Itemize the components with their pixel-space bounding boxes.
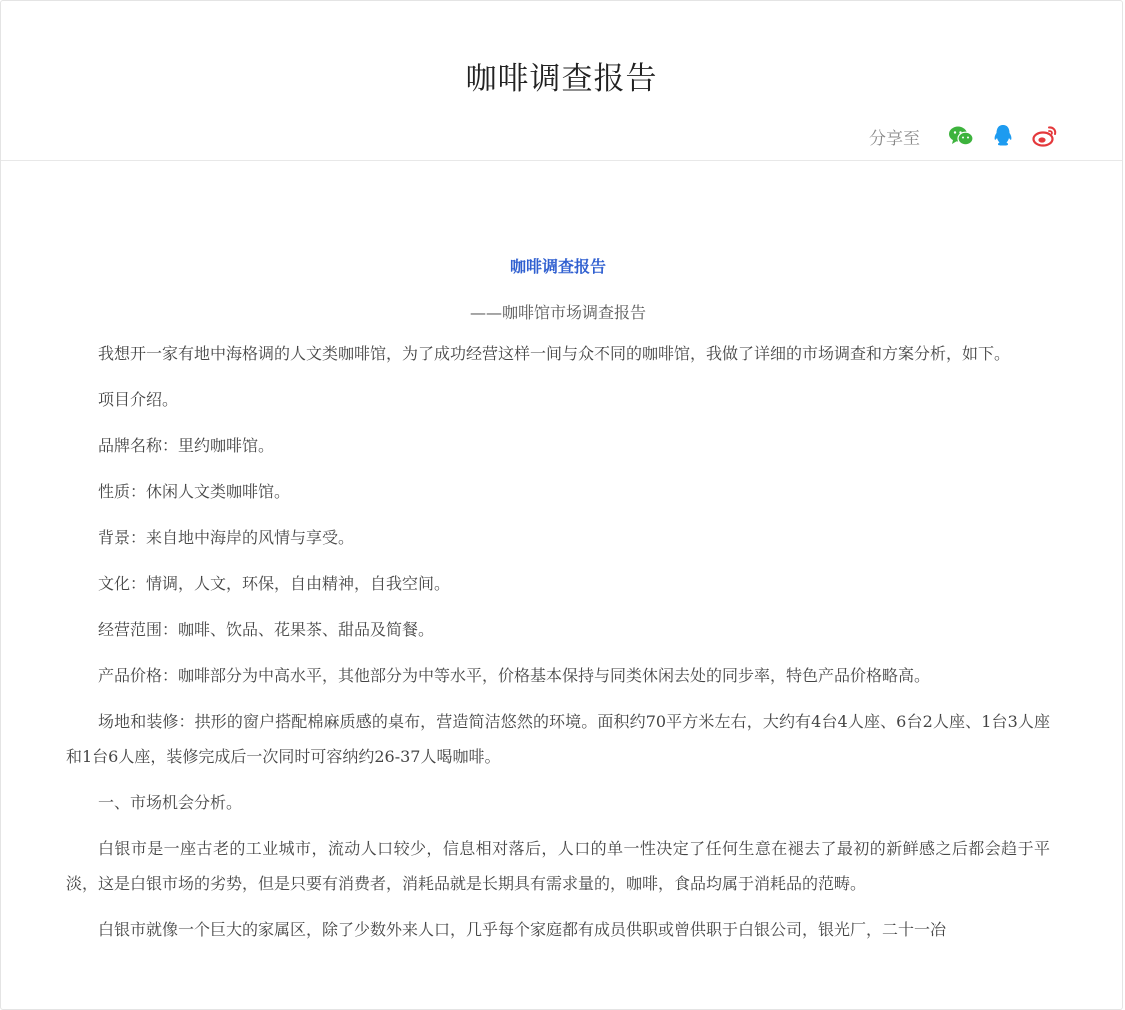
share-qq-button[interactable] (988, 121, 1018, 151)
article-body (66, 244, 1050, 958)
paragraph: 白银市就像一个巨大的家属区，除了少数外来人口，几乎每个家庭都有成员供职或曾供职于白银公司，银光厂，二十一冶 (98, 920, 947, 939)
paragraph: 经营范围：咖啡、饮品、花果茶、甜品及简餐。 (98, 620, 435, 639)
paragraph: 文化：情调，人文，环保，自由精神，自我空间。 (98, 574, 451, 593)
share-label: 分享至 (869, 128, 920, 149)
paragraph: 一、市场机会分析。 (98, 793, 243, 812)
share-weibo-button[interactable] (1030, 121, 1060, 151)
paragraph: 品牌名称：里约咖啡馆。 (98, 436, 275, 455)
paragraph: 我想开一家有地中海格调的人文类咖啡馆，为了成功经营这样一间与众不同的咖啡馆，我做了详细的市场调查和方案分析，如下。 (98, 344, 1011, 363)
weibo-icon (1032, 125, 1058, 147)
page-title: 咖啡调查报告 (465, 61, 658, 97)
wechat-icon (948, 125, 974, 147)
paragraph: 项目介绍。 (98, 390, 179, 409)
paragraph: 场地和装修：拱形的窗户搭配棉麻质感的桌布，营造简洁悠然的环境。面积约70平方米左右，大约有4台4人座、6台2人座、1台3人座和1台6人座，装修完成后一次同时可容纳约26-37人喝咖啡。 (66, 712, 1050, 766)
share-bar (869, 121, 1060, 151)
article-title: 咖啡调查报告 (509, 257, 606, 276)
share-wechat-button[interactable] (946, 121, 976, 151)
paragraph: 产品价格：咖啡部分为中高水平，其他部分为中等水平，价格基本保持与同类休闲去处的同步率，特色产品价格略高。 (98, 666, 931, 685)
paragraph: 背景：来自地中海岸的风情与享受。 (98, 528, 355, 547)
article-subtitle: ——咖啡馆市场调查报告 (469, 303, 646, 322)
paragraph: 白银市是一座古老的工业城市，流动人口较少，信息相对落后，人口的单一性决定了任何生意在褪去了最初的新鲜感之后都会趋于平淡，这是白银市场的劣势，但是只要有消费者，消耗品就是长期具有需求量的，咖啡，食品均属于消耗品的范畴。 (66, 839, 1050, 893)
qq-icon (992, 124, 1014, 148)
paragraph: 性质：休闲人文类咖啡馆。 (98, 482, 291, 501)
page-header (1, 1, 1122, 161)
